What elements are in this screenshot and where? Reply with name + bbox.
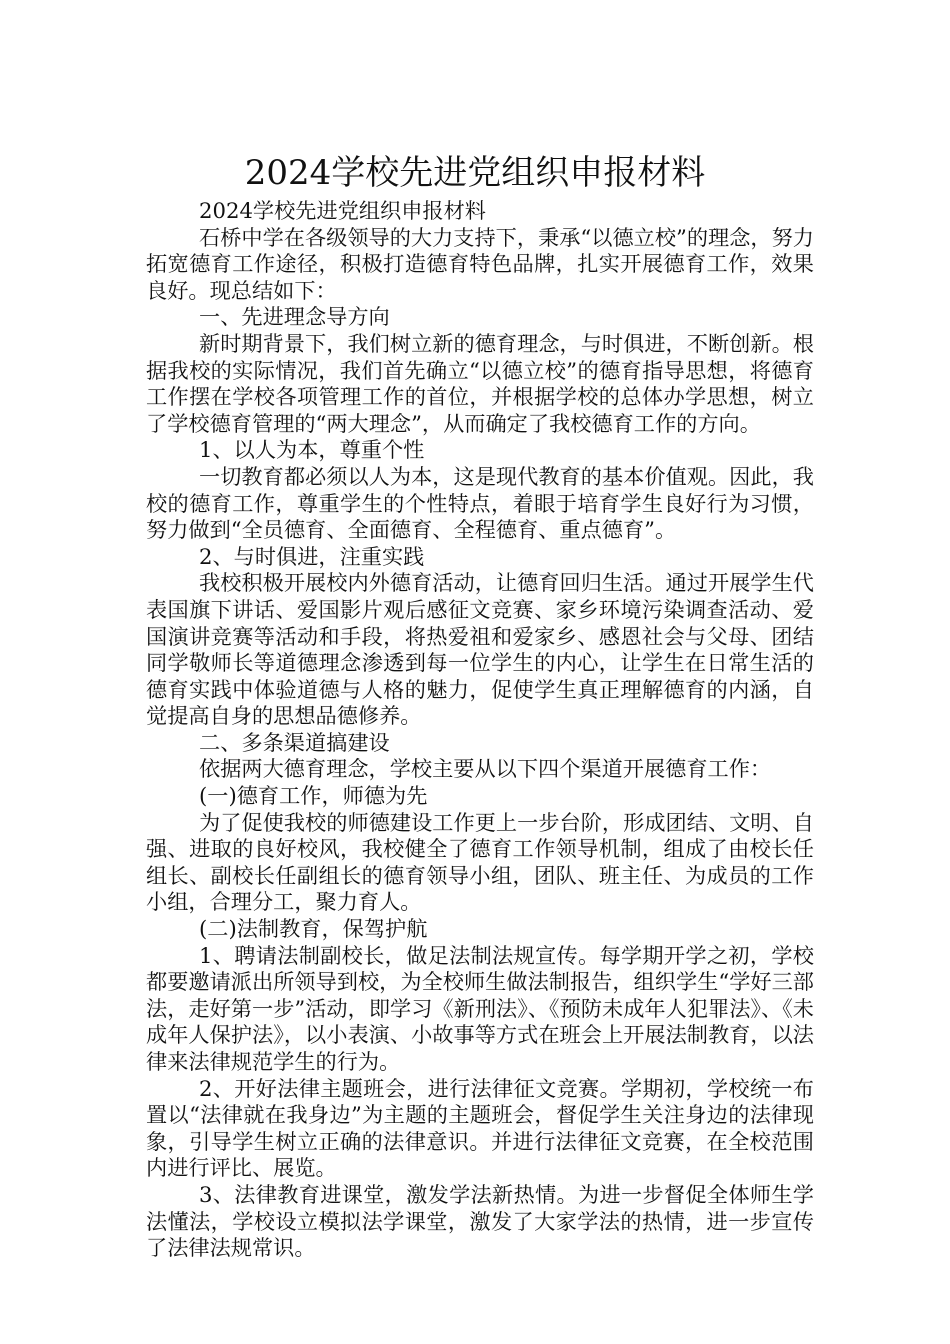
paragraph: 我校积极开展校内外德育活动，让德育回归生活。通过开展学生代表国旗下讲话、爱国影片观后感征文竞赛、家乡环境污染调查活动、爱国演讲竞赛等活动和手段，将热爱祖和爱家乡、感恩社会与父母、团结同学敬师长等道德理念渗透到每一位学生的内心，让学生在日常生活的德育实践中体验道德与人格的魅力，促使学生真正理解德育的内涵，自觉提高自身的思想品德修养。 [146, 570, 814, 729]
paragraph: 新时期背景下，我们树立新的德育理念，与时俱进，不断创新。根据我校的实际情况，我们首先确立“以德立校”的德育指导思想，将德育工作摆在学校各项管理工作的首位，并根据学校的总体办学思想，树立了学校德育管理的“两大理念”，从而确定了我校德育工作的方向。 [146, 330, 814, 436]
paragraph-intro: 石桥中学在各级领导的大力支持下，秉承“以德立校”的理念，努力拓宽德育工作途径，积极打造德育特色品牌，扎实开展德育工作，效果良好。现总结如下： [146, 224, 814, 303]
paragraph: 1、聘请法制副校长，做足法制法规宣传。每学期开学之初，学校都要邀请派出所领导到校，为全校师生做法制报告，组织学生“学好三部法，走好第一步”活动，即学习《新刑法》、《预防未成年人犯罪法》、《未成年人保护法》，以小表演、小故事等方式在班会上开展法制教育，以法律来法律规范学生的行为。 [146, 942, 814, 1074]
paragraph: 2、开好法律主题班会，进行法律征文竞赛。学期初，学校统一布置以“法律就在我身边”为主题的主题班会，督促学生关注身边的法律现象，引导学生树立正确的法律意识。并进行法律征文竞赛，在全校范围内进行评比、展览。 [146, 1075, 814, 1181]
section-heading-1: 一、先进理念导方向 [199, 304, 390, 330]
subsection-heading: (二)法制教育，保驾护航 [199, 916, 428, 942]
paragraph-subtitle: 2024学校先进党组织申报材料 [199, 198, 486, 223]
paragraph: 3、法律教育进课堂，激发学法新热情。为进一步督促全体师生学法懂法，学校设立模拟法学课堂，激发了大家学法的热情，进一步宣传了法律法规常识。 [146, 1181, 814, 1261]
subsection-heading: (一)德育工作，师德为先 [199, 783, 428, 809]
subsection-heading: 1、以人为本，尊重个性 [199, 437, 425, 463]
paragraph: 一切教育都必须以人为本，这是现代教育的基本价值观。因此，我校的德育工作，尊重学生的个性特点，着眼于培育学生良好行为习惯，努力做到“全员德育、全面德育、全程德育、重点德育”。 [146, 463, 814, 543]
paragraph: 为了促使我校的师德建设工作更上一步台阶，形成团结、文明、自强、进取的良好校风，我校健全了德育工作领导机制，组成了由校长任组长、副校长任副组长的德育领导小组，团队、班主任、为成员的工作小组，合理分工，聚力育人。 [146, 809, 814, 915]
section-heading-2: 二、多条渠道搞建设 [199, 729, 390, 755]
document-body [146, 198, 814, 1262]
subsection-heading: 2、与时俱进，注重实践 [199, 543, 425, 569]
document-title: 2024学校先进党组织申报材料 [244, 152, 706, 193]
paragraph: 依据两大德育理念，学校主要从以下四个渠道开展德育工作： [199, 756, 772, 782]
